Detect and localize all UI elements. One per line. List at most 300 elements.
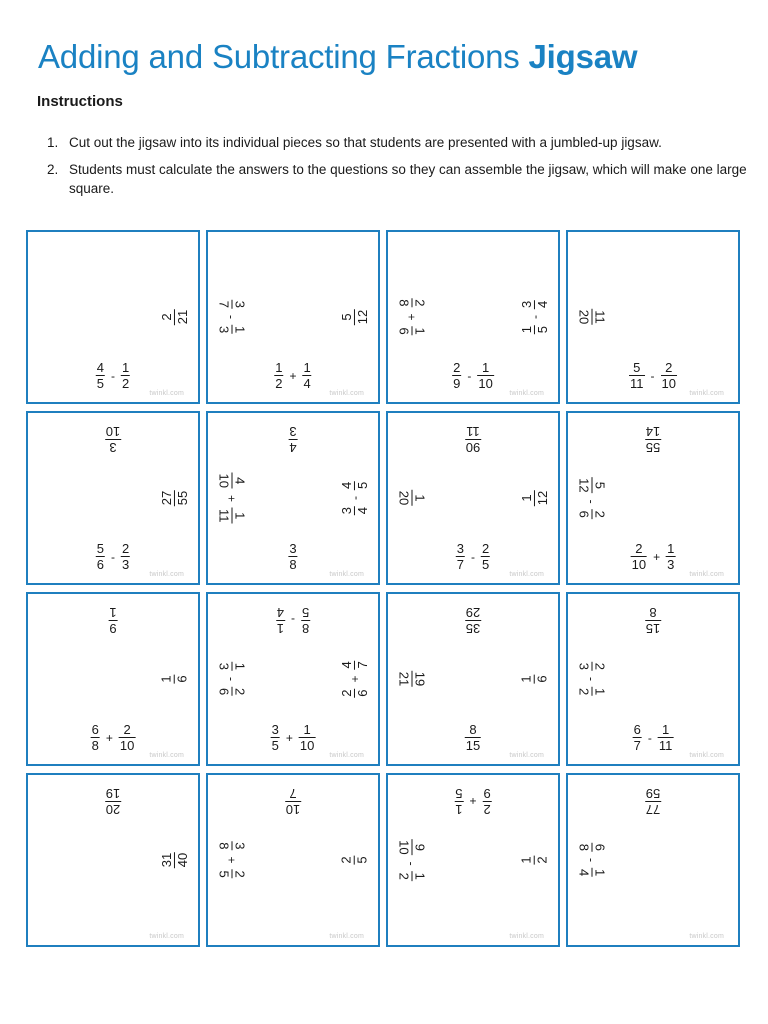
fraction-bar <box>285 801 301 802</box>
fraction <box>105 787 121 816</box>
denominator: 7 <box>289 786 297 801</box>
fraction <box>288 425 297 454</box>
numerator: 35 <box>465 621 481 636</box>
denominator: 15 <box>465 738 481 753</box>
numerator: 15 <box>645 621 661 636</box>
numerator: 9 <box>109 621 117 636</box>
numerator: 6 <box>633 722 641 737</box>
watermark: twinkl.com <box>509 933 544 940</box>
fraction <box>108 606 117 635</box>
denominator: 10 <box>216 473 232 488</box>
jigsaw-piece <box>386 592 560 766</box>
jigsaw-piece <box>566 592 740 766</box>
piece-expression-top <box>276 606 310 635</box>
numerator: 2 <box>158 313 174 321</box>
watermark: twinkl.com <box>329 933 364 940</box>
operator: - <box>585 499 599 504</box>
operator: + <box>105 730 113 745</box>
numerator: 2 <box>232 688 248 696</box>
fraction-bar <box>412 839 413 855</box>
denominator: 8 <box>91 738 99 753</box>
numerator: 1 <box>122 360 130 375</box>
numerator: 20 <box>105 802 121 817</box>
numerator: 2 <box>592 510 608 518</box>
fraction <box>645 787 661 816</box>
piece-expression-top <box>288 425 297 454</box>
fraction <box>160 309 189 325</box>
piece-expression-right <box>160 852 189 868</box>
numerator: 2 <box>665 360 673 375</box>
denominator: 6 <box>96 557 104 572</box>
fraction <box>578 868 607 877</box>
numerator: 1 <box>661 722 670 737</box>
watermark: twinkl.com <box>149 752 184 759</box>
denominator: 10 <box>119 738 135 753</box>
numerator: 8 <box>302 621 310 636</box>
watermark: twinkl.com <box>149 933 184 940</box>
numerator: 1 <box>303 722 311 737</box>
operator: + <box>289 368 297 383</box>
fraction <box>105 425 121 454</box>
piece-expression-bottom <box>465 723 481 752</box>
numerator: 3 <box>456 541 464 556</box>
fraction-bar <box>592 309 593 325</box>
jigsaw-piece <box>206 773 380 947</box>
denominator: 4 <box>534 300 550 308</box>
piece-expression-bottom <box>288 542 297 571</box>
denominator: 55 <box>174 490 190 506</box>
fraction <box>96 361 105 390</box>
fraction-bar <box>645 439 661 440</box>
operator: + <box>285 730 293 745</box>
denominator: 10 <box>661 376 676 391</box>
operator: - <box>291 613 295 628</box>
denominator: 3 <box>667 557 675 572</box>
numerator: 2 <box>122 541 130 556</box>
fraction <box>271 723 280 752</box>
denominator: 10 <box>396 840 412 855</box>
title-emphasis: Jigsaw <box>528 38 638 75</box>
fraction <box>456 542 465 571</box>
fraction <box>520 490 549 506</box>
numerator: 2 <box>453 360 461 375</box>
piece-expression-top <box>108 606 117 635</box>
denominator: 5 <box>271 738 279 753</box>
numerator: 5 <box>633 360 641 375</box>
jigsaw-piece <box>26 592 200 766</box>
fraction <box>578 687 607 696</box>
fraction <box>299 723 315 752</box>
numerator: 2 <box>123 722 131 737</box>
fraction <box>666 542 675 571</box>
jigsaw-piece <box>386 230 560 404</box>
fraction-bar <box>232 841 233 850</box>
fraction <box>218 870 247 879</box>
instructions-heading: Instructions <box>37 93 123 110</box>
fraction <box>633 723 642 752</box>
numerator: 4 <box>338 481 354 489</box>
denominator: 21 <box>396 671 412 687</box>
jigsaw-piece <box>206 411 380 585</box>
fraction <box>520 674 549 683</box>
denominator: 8 <box>649 605 657 620</box>
fraction <box>276 606 285 635</box>
denominator: 21 <box>174 309 190 325</box>
piece-expression-bottom <box>456 542 490 571</box>
fraction <box>398 671 427 687</box>
fraction-bar <box>412 490 413 506</box>
fraction <box>96 542 105 571</box>
numerator: 3 <box>232 300 248 308</box>
piece-expression-left <box>578 843 607 877</box>
fraction <box>121 361 130 390</box>
denominator: 2 <box>576 688 592 696</box>
watermark: twinkl.com <box>509 752 544 759</box>
fraction <box>483 787 492 816</box>
denominator: 5 <box>302 605 310 620</box>
fraction <box>578 843 607 852</box>
fraction-bar <box>232 870 233 879</box>
operator: - <box>585 858 599 862</box>
denominator: 3 <box>289 424 297 439</box>
numerator: 1 <box>518 675 534 683</box>
denominator: 12 <box>576 478 592 493</box>
fraction-bar <box>592 662 593 671</box>
denominator: 1 <box>109 605 117 620</box>
fraction <box>465 606 481 635</box>
watermark: twinkl.com <box>509 390 544 397</box>
numerator: 3 <box>109 440 117 455</box>
fraction <box>218 687 247 696</box>
operator: - <box>471 549 475 564</box>
jigsaw-piece <box>26 773 200 947</box>
fraction <box>340 855 369 864</box>
denominator: 29 <box>465 605 481 620</box>
fraction-bar <box>232 508 233 524</box>
denominator: 5 <box>96 376 104 391</box>
fraction <box>340 506 369 515</box>
operator: - <box>111 549 115 564</box>
denominator: 9 <box>453 376 461 391</box>
fraction <box>578 309 607 325</box>
numerator: 4 <box>232 477 248 485</box>
piece-expression-left <box>398 490 427 506</box>
numerator: 2 <box>635 541 643 556</box>
numerator: 90 <box>465 440 481 455</box>
watermark: twinkl.com <box>689 390 724 397</box>
denominator: 7 <box>633 738 641 753</box>
denominator: 7 <box>354 661 370 669</box>
fraction-bar <box>412 298 413 307</box>
operator: - <box>225 315 239 319</box>
jigsaw-piece <box>566 411 740 585</box>
jigsaw-piece <box>386 773 560 947</box>
fraction <box>520 300 549 309</box>
piece-expression-left <box>398 671 427 687</box>
fraction-bar <box>288 439 297 440</box>
numerator: 77 <box>645 802 661 817</box>
denominator: 6 <box>216 688 232 696</box>
denominator: 11 <box>466 424 480 439</box>
denominator: 4 <box>276 605 284 620</box>
denominator: 10 <box>478 376 493 391</box>
piece-expression-bottom <box>91 723 136 752</box>
fraction <box>398 490 427 506</box>
numerator: 3 <box>289 541 297 556</box>
fraction <box>481 542 490 571</box>
denominator: 2 <box>122 376 130 391</box>
jigsaw-piece <box>206 592 380 766</box>
operator: + <box>653 549 661 564</box>
jigsaw-piece <box>206 230 380 404</box>
numerator: 2 <box>338 856 354 864</box>
piece-expression-bottom <box>271 723 316 752</box>
denominator: 3 <box>122 557 130 572</box>
denominator: 10 <box>299 738 315 753</box>
fraction-bar <box>465 439 481 440</box>
piece-expression-top <box>645 787 661 816</box>
numerator: 2 <box>482 541 490 556</box>
numerator: 1 <box>518 326 534 334</box>
denominator: 6 <box>534 675 550 683</box>
fraction <box>661 361 677 390</box>
piece-expression-bottom <box>629 361 677 390</box>
denominator: 10 <box>631 557 647 572</box>
denominator: 9 <box>483 786 491 801</box>
denominator: 5 <box>354 481 370 489</box>
fraction-bar <box>232 300 233 309</box>
fraction <box>160 674 189 683</box>
jigsaw-piece <box>566 230 740 404</box>
numerator: 1 <box>455 802 463 817</box>
numerator: 10 <box>285 802 301 817</box>
piece-expression-left <box>218 662 247 696</box>
piece-expression-bottom <box>452 361 494 390</box>
fraction <box>288 542 297 571</box>
fraction <box>578 477 607 493</box>
piece-expression-top <box>454 787 491 816</box>
fraction <box>631 542 647 571</box>
fraction-bar <box>483 801 492 802</box>
page-title <box>38 38 637 76</box>
piece-expression-top <box>465 606 481 635</box>
fraction <box>303 361 312 390</box>
numerator: 1 <box>518 856 534 864</box>
denominator: 12 <box>354 309 370 325</box>
numerator: 1 <box>412 327 428 335</box>
fraction-bar <box>645 801 661 802</box>
watermark: twinkl.com <box>689 933 724 940</box>
denominator: 8 <box>396 299 412 307</box>
fraction <box>465 425 481 454</box>
numerator: 2 <box>338 689 354 697</box>
fraction <box>340 660 369 669</box>
denominator: 5 <box>354 856 370 864</box>
fraction <box>340 309 369 325</box>
numerator: 5 <box>96 541 104 556</box>
numerator: 1 <box>158 675 174 683</box>
denominator: 11 <box>216 508 232 523</box>
title-main: Adding and Subtracting Fractions <box>38 38 520 75</box>
numerator: 9 <box>412 843 428 851</box>
piece-expression-top <box>465 425 481 454</box>
piece-expression-bottom <box>631 542 676 571</box>
fraction <box>160 852 189 868</box>
operator: - <box>225 677 239 681</box>
fraction <box>658 723 674 752</box>
operator: - <box>467 368 472 383</box>
fraction <box>218 473 247 489</box>
jigsaw-grid <box>26 230 742 946</box>
fraction <box>520 325 549 334</box>
piece-expression-right <box>340 660 369 697</box>
fraction-bar <box>412 671 413 687</box>
fraction-bar <box>232 662 233 671</box>
jigsaw-piece <box>566 773 740 947</box>
fraction <box>218 325 247 334</box>
fraction-bar <box>592 477 593 493</box>
fraction <box>218 662 247 671</box>
fraction <box>121 542 130 571</box>
denominator: 8 <box>576 843 592 851</box>
piece-expression-right <box>340 309 369 325</box>
step-text: Students must calculate the answers to the questions so they can assemble the jigsaw, which will make one large square. <box>69 162 747 196</box>
numerator: 11 <box>592 310 608 324</box>
numerator: 1 <box>232 662 248 670</box>
numerator: 5 <box>338 313 354 321</box>
fraction-bar <box>592 868 593 877</box>
numerator: 1 <box>232 326 248 334</box>
fraction <box>465 723 481 752</box>
numerator: 1 <box>232 512 248 520</box>
instruction-step <box>47 133 747 152</box>
fraction-bar <box>105 439 121 440</box>
fraction <box>340 689 369 698</box>
denominator: 3 <box>216 326 232 334</box>
numerator: 3 <box>338 507 354 515</box>
step-number: 1. <box>47 135 59 150</box>
numerator: 1 <box>276 621 284 636</box>
fraction <box>398 298 427 307</box>
fraction <box>520 855 549 864</box>
fraction <box>301 606 310 635</box>
denominator: 5 <box>455 786 463 801</box>
denominator: 2 <box>396 872 412 880</box>
numerator: 19 <box>412 671 428 687</box>
fraction-bar <box>465 620 481 621</box>
numerator: 5 <box>592 481 608 489</box>
step-number: 2. <box>47 162 59 177</box>
fraction <box>285 787 301 816</box>
instruction-step <box>47 160 747 198</box>
piece-expression-top <box>285 787 301 816</box>
denominator: 5 <box>216 870 232 878</box>
piece-expression-top <box>105 787 121 816</box>
fraction <box>274 361 283 390</box>
piece-expression-right <box>340 855 369 864</box>
step-text: Cut out the jigsaw into its individual pieces so that students are presented with a jumbled-up jigsaw. <box>69 135 662 150</box>
fraction <box>645 425 661 454</box>
fraction-bar <box>105 801 121 802</box>
denominator: 7 <box>216 300 232 308</box>
denominator: 7 <box>456 557 464 572</box>
numerator: 1 <box>303 360 311 375</box>
piece-expression-right <box>520 300 549 334</box>
numerator: 1 <box>412 872 428 880</box>
numerator: 27 <box>158 490 174 506</box>
fraction <box>218 508 247 524</box>
piece-expression-right <box>520 674 549 683</box>
denominator: 6 <box>576 510 592 518</box>
operator: + <box>225 494 239 502</box>
denominator: 14 <box>645 424 661 439</box>
numerator: 1 <box>275 360 283 375</box>
numerator: 4 <box>96 360 104 375</box>
fraction <box>398 327 427 336</box>
denominator: 3 <box>576 662 592 670</box>
fraction <box>398 839 427 855</box>
numerator: 1 <box>592 688 608 696</box>
piece-expression-right <box>160 309 189 325</box>
fraction-bar <box>232 687 233 696</box>
fraction-bar <box>592 510 593 519</box>
watermark: twinkl.com <box>689 571 724 578</box>
piece-expression-left <box>398 298 427 335</box>
piece-expression-left <box>218 473 247 524</box>
fraction <box>629 361 645 390</box>
denominator: 6 <box>174 675 190 683</box>
watermark: twinkl.com <box>689 752 724 759</box>
watermark: twinkl.com <box>509 571 544 578</box>
operator: + <box>347 675 361 683</box>
operator: - <box>347 496 361 500</box>
piece-expression-bottom <box>96 361 130 390</box>
numerator: 31 <box>158 852 174 868</box>
numerator: 1 <box>667 541 675 556</box>
denominator: 2 <box>534 856 550 864</box>
denominator: 19 <box>105 786 121 801</box>
operator: + <box>405 313 419 321</box>
denominator: 4 <box>576 869 592 877</box>
fraction-bar <box>412 327 413 336</box>
fraction <box>160 490 189 506</box>
fraction-bar <box>592 843 593 852</box>
denominator: 59 <box>645 786 661 801</box>
fraction <box>578 510 607 519</box>
fraction <box>578 662 607 671</box>
instructions-list <box>47 133 747 206</box>
watermark: twinkl.com <box>149 390 184 397</box>
denominator: 8 <box>289 557 297 572</box>
denominator: 20 <box>396 490 412 506</box>
piece-expression-bottom <box>274 361 311 390</box>
piece-expression-left <box>578 309 607 325</box>
numerator: 6 <box>91 722 99 737</box>
piece-expression-left <box>578 662 607 696</box>
operator: - <box>405 861 419 866</box>
denominator: 40 <box>174 852 190 868</box>
numerator: 2 <box>412 299 428 307</box>
numerator: 4 <box>289 440 297 455</box>
piece-expression-top <box>105 425 121 454</box>
denominator: 10 <box>105 424 121 439</box>
denominator: 5 <box>534 326 550 334</box>
numerator: 4 <box>338 661 354 669</box>
fraction <box>477 361 493 390</box>
fraction-bar <box>412 872 413 881</box>
numerator: 2 <box>483 802 491 817</box>
numerator: 2 <box>592 662 608 670</box>
